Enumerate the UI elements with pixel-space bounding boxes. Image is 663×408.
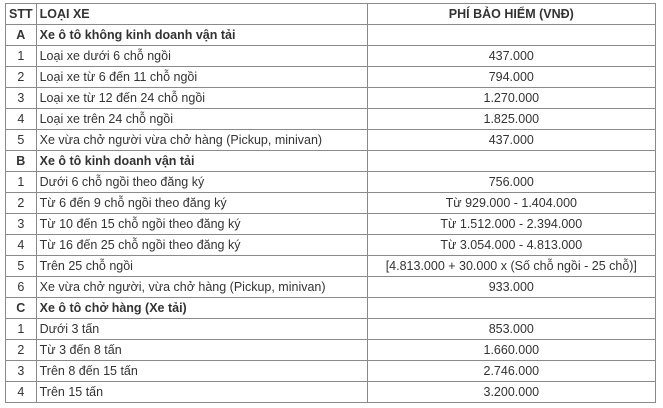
insurance-fee-table (5, 3, 656, 403)
table-row (6, 214, 656, 235)
section-row (6, 25, 656, 46)
row-stt: C (6, 298, 37, 319)
header-vehicle-type: LOẠI XE (36, 4, 367, 25)
row-vehicle-type: Xe ô tô chở hàng (Xe tải) (36, 298, 367, 319)
row-stt: 4 (6, 382, 37, 403)
table-row (6, 88, 656, 109)
table-row (6, 67, 656, 88)
table-body (6, 25, 656, 403)
row-vehicle-type: Trên 15 tấn (36, 382, 367, 403)
row-vehicle-type: Loại xe trên 24 chỗ ngồi (36, 109, 367, 130)
row-vehicle-type: Từ 16 đến 25 chỗ ngồi theo đăng ký (36, 235, 367, 256)
row-stt: 4 (6, 109, 37, 130)
row-vehicle-type: Từ 6 đến 9 chỗ ngồi theo đăng ký (36, 193, 367, 214)
row-stt: 1 (6, 46, 37, 67)
row-stt: 3 (6, 361, 37, 382)
row-vehicle-type: Loại xe từ 6 đến 11 chỗ ngồi (36, 67, 367, 88)
row-fee: 1.270.000 (367, 88, 655, 109)
row-stt: B (6, 151, 37, 172)
row-vehicle-type: Dưới 6 chỗ ngồi theo đăng ký (36, 172, 367, 193)
row-stt: 5 (6, 130, 37, 151)
table-row (6, 361, 656, 382)
table-row (6, 109, 656, 130)
row-fee: 1.825.000 (367, 109, 655, 130)
row-vehicle-type: Từ 3 đến 8 tấn (36, 340, 367, 361)
row-vehicle-type: Loại xe từ 12 đến 24 chỗ ngồi (36, 88, 367, 109)
row-fee: 756.000 (367, 172, 655, 193)
row-fee: [4.813.000 + 30.000 x (Số chỗ ngồi - 25 chỗ)] (367, 256, 655, 277)
row-fee (367, 25, 655, 46)
row-fee: 3.200.000 (367, 382, 655, 403)
row-vehicle-type: Xe vừa chở người, vừa chở hàng (Pickup, minivan) (36, 277, 367, 298)
row-fee: Từ 929.000 - 1.404.000 (367, 193, 655, 214)
row-fee: Từ 3.054.000 - 4.813.000 (367, 235, 655, 256)
row-fee: 437.000 (367, 46, 655, 67)
row-vehicle-type: Dưới 3 tấn (36, 319, 367, 340)
row-stt: 5 (6, 256, 37, 277)
section-row (6, 298, 656, 319)
table-row (6, 235, 656, 256)
row-fee: 794.000 (367, 67, 655, 88)
row-fee (367, 298, 655, 319)
row-fee: 933.000 (367, 277, 655, 298)
row-vehicle-type: Xe ô tô kinh doanh vận tải (36, 151, 367, 172)
row-vehicle-type: Loại xe dưới 6 chỗ ngồi (36, 46, 367, 67)
row-fee: 437.000 (367, 130, 655, 151)
table-row (6, 193, 656, 214)
row-stt: 6 (6, 277, 37, 298)
row-stt: 1 (6, 319, 37, 340)
row-vehicle-type: Xe ô tô không kinh doanh vận tải (36, 25, 367, 46)
table-row (6, 46, 656, 67)
row-vehicle-type: Trên 8 đến 15 tấn (36, 361, 367, 382)
row-stt: 4 (6, 235, 37, 256)
row-fee: 1.660.000 (367, 340, 655, 361)
section-row (6, 151, 656, 172)
row-vehicle-type: Trên 25 chỗ ngồi (36, 256, 367, 277)
row-stt: 2 (6, 340, 37, 361)
row-fee: 2.746.000 (367, 361, 655, 382)
row-stt: 2 (6, 193, 37, 214)
table-row (6, 382, 656, 403)
table-row (6, 340, 656, 361)
row-stt: 3 (6, 214, 37, 235)
header-stt: STT (6, 4, 37, 25)
row-stt: 2 (6, 67, 37, 88)
row-fee (367, 151, 655, 172)
table-row (6, 319, 656, 340)
row-vehicle-type: Từ 10 đến 15 chỗ ngồi theo đăng ký (36, 214, 367, 235)
row-stt: 3 (6, 88, 37, 109)
row-fee: 853.000 (367, 319, 655, 340)
row-stt: A (6, 25, 37, 46)
table-row (6, 172, 656, 193)
table-row (6, 256, 656, 277)
row-vehicle-type: Xe vừa chở người vừa chở hàng (Pickup, minivan) (36, 130, 367, 151)
table-row (6, 277, 656, 298)
row-stt: 1 (6, 172, 37, 193)
table-header-row (6, 4, 656, 25)
header-insurance-fee: PHÍ BẢO HIỂM (VNĐ) (367, 4, 655, 25)
row-fee: Từ 1.512.000 - 2.394.000 (367, 214, 655, 235)
table-row (6, 130, 656, 151)
